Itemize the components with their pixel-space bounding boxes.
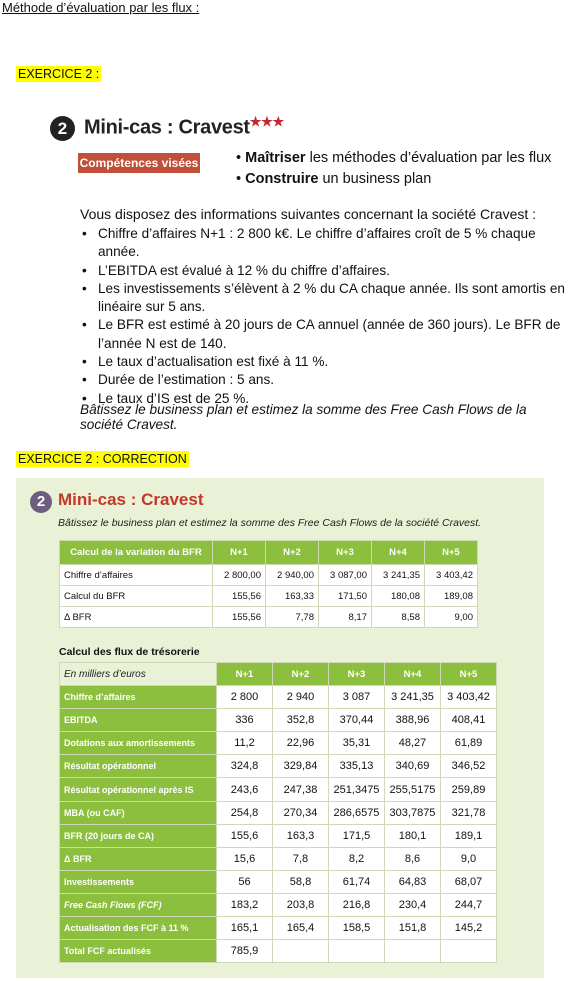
exercise-intro: Vous disposez des informations suivantes concernant la société Cravest : <box>80 206 537 222</box>
table-cell: 352,8 <box>273 709 329 732</box>
table-cell: 56 <box>217 870 273 893</box>
table-cell: 8,58 <box>372 607 425 628</box>
table-cell: 2 800,00 <box>213 565 266 586</box>
table-row <box>60 778 497 801</box>
row-label: Δ BFR <box>60 847 217 870</box>
table-cell: 155,6 <box>217 824 273 847</box>
row-label: Δ BFR <box>60 607 213 628</box>
table-cell: 244,7 <box>441 893 497 916</box>
skill-item: • Construire un business plan <box>236 171 432 187</box>
table-row <box>60 940 497 963</box>
flux-table <box>59 662 497 963</box>
header-cell: N+5 <box>441 663 497 686</box>
table-cell: 3 241,35 <box>372 565 425 586</box>
competences-tag: Compétences visées <box>78 153 200 173</box>
header-cell: N+2 <box>266 541 319 565</box>
table-cell: 3 087,00 <box>319 565 372 586</box>
flux-table-title: Calcul des flux de trésorerie <box>59 646 200 658</box>
table-cell: 11,2 <box>217 732 273 755</box>
table-cell: 158,5 <box>329 917 385 940</box>
table-cell: 35,31 <box>329 732 385 755</box>
row-label: Chiffre d’affaires <box>60 686 217 709</box>
header-cell: N+5 <box>425 541 478 565</box>
correction-title: Mini-cas : Cravest <box>58 490 204 509</box>
row-label: Dotations aux amortissements <box>60 732 217 755</box>
table-cell: 370,44 <box>329 709 385 732</box>
table-cell: 3 241,35 <box>385 686 441 709</box>
table-cell: 251,3475 <box>329 778 385 801</box>
row-label: Chiffre d’affaires <box>60 565 213 586</box>
table-cell: 335,13 <box>329 755 385 778</box>
header-cell: N+4 <box>372 541 425 565</box>
correction-label: EXERCICE 2 : CORRECTION <box>18 452 187 466</box>
row-label: Résultat opérationnel <box>60 755 217 778</box>
table-cell: 388,96 <box>385 709 441 732</box>
table-cell: 163,33 <box>266 586 319 607</box>
table-cell: 189,08 <box>425 586 478 607</box>
table-cell: 3 087 <box>329 686 385 709</box>
table-cell: 151,8 <box>385 917 441 940</box>
table-cell: 247,38 <box>273 778 329 801</box>
table-cell: 61,89 <box>441 732 497 755</box>
table-cell: 15,6 <box>217 847 273 870</box>
table-cell: 64,83 <box>385 870 441 893</box>
table-cell: 336 <box>217 709 273 732</box>
table-cell: 243,6 <box>217 778 273 801</box>
table-cell: 165,1 <box>217 917 273 940</box>
bullet-item: • Le taux d’actualisation est fixé à 11 %. <box>80 353 580 371</box>
row-label: Free Cash Flows (FCF) <box>60 893 217 916</box>
exercise-title <box>84 114 284 140</box>
table-cell: 346,52 <box>441 755 497 778</box>
table-cell: 180,08 <box>372 586 425 607</box>
row-label: BFR (20 jours de CA) <box>60 824 217 847</box>
exercise-task: Bâtissez le business plan et estimez la somme des Free Cash Flows de la société Cravest. <box>80 402 527 432</box>
table-cell: 2 940,00 <box>266 565 319 586</box>
skill-item: • Maîtriser les méthodes d’évaluation par les flux <box>236 150 552 166</box>
bullet-item: • Le taux d’IS est de 25 %. <box>80 390 580 408</box>
table-cell: 216,8 <box>329 893 385 916</box>
flux-table-header <box>60 663 497 686</box>
table-cell: 145,2 <box>441 917 497 940</box>
table-row <box>60 870 497 893</box>
row-label: EBITDA <box>60 709 217 732</box>
row-label: Calcul du BFR <box>60 586 213 607</box>
table-cell: 259,89 <box>441 778 497 801</box>
bullet-item: • Le BFR est estimé à 20 jours de CA annuel (année de 360 jours). Le BFR de l’année N est de 140. <box>80 316 580 353</box>
header-cell: Calcul de la variation du BFR <box>60 541 213 565</box>
table-cell: 61,74 <box>329 870 385 893</box>
header-cell: N+2 <box>273 663 329 686</box>
table-row <box>60 847 497 870</box>
table-cell: 324,8 <box>217 755 273 778</box>
table-row <box>60 607 478 628</box>
table-cell: 230,4 <box>385 893 441 916</box>
exercise-title-text: Mini-cas : Cravest <box>84 116 250 139</box>
table-row <box>60 917 497 940</box>
table-cell: 22,96 <box>273 732 329 755</box>
table-cell: 203,8 <box>273 893 329 916</box>
exercise-bullets <box>80 225 580 408</box>
table-row <box>60 586 478 607</box>
table-cell: 163,3 <box>273 824 329 847</box>
table-cell: 9,0 <box>441 847 497 870</box>
table-cell: 58,8 <box>273 870 329 893</box>
table-cell <box>329 940 385 963</box>
table-row <box>60 801 497 824</box>
table-row <box>60 732 497 755</box>
table-cell: 2 940 <box>273 686 329 709</box>
table-cell: 270,34 <box>273 801 329 824</box>
table-cell <box>273 940 329 963</box>
header-cell: N+3 <box>319 541 372 565</box>
table-cell: 8,17 <box>319 607 372 628</box>
bfr-table-header <box>60 541 478 565</box>
row-label: MBA (ou CAF) <box>60 801 217 824</box>
table-cell: 255,5175 <box>385 778 441 801</box>
table-row <box>60 686 497 709</box>
table-cell: 408,41 <box>441 709 497 732</box>
table-cell: 254,8 <box>217 801 273 824</box>
table-cell: 286,6575 <box>329 801 385 824</box>
page-title: Méthode d’évaluation par les flux : <box>2 0 200 15</box>
header-cell: N+1 <box>217 663 273 686</box>
bullet-item: • Les investissements s’élèvent à 2 % du CA chaque année. Ils sont amortis en linéaire sur 5 ans. <box>80 280 580 317</box>
table-cell: 9,00 <box>425 607 478 628</box>
table-cell: 321,78 <box>441 801 497 824</box>
skills-list <box>236 148 551 190</box>
table-cell: 329,84 <box>273 755 329 778</box>
table-cell: 171,50 <box>319 586 372 607</box>
table-cell: 303,7875 <box>385 801 441 824</box>
table-cell: 183,2 <box>217 893 273 916</box>
row-label: Investissements <box>60 870 217 893</box>
table-row <box>60 709 497 732</box>
table-cell: 3 403,42 <box>425 565 478 586</box>
table-cell: 68,07 <box>441 870 497 893</box>
bullet-item: • Durée de l’estimation : 5 ans. <box>80 371 580 389</box>
correction-number-badge: 2 <box>30 491 52 513</box>
exercise-label: EXERCICE 2 : <box>18 67 100 81</box>
table-row <box>60 565 478 586</box>
table-cell: 3 403,42 <box>441 686 497 709</box>
difficulty-stars: ★★★ <box>249 114 284 129</box>
row-label: Actualisation des FCF à 11 % <box>60 917 217 940</box>
exercise-number-badge: 2 <box>50 116 75 141</box>
table-cell: 180,1 <box>385 824 441 847</box>
header-cell: N+1 <box>213 541 266 565</box>
table-cell: 48,27 <box>385 732 441 755</box>
table-row <box>60 824 497 847</box>
correction-subtitle: Bâtissez le business plan et estimez la somme des Free Cash Flows de la société Cravest. <box>58 517 482 529</box>
table-cell: 7,78 <box>266 607 319 628</box>
header-cell: En milliers d’euros <box>60 663 217 686</box>
table-cell: 785,9 <box>217 940 273 963</box>
table-cell: 8,2 <box>329 847 385 870</box>
table-cell <box>385 940 441 963</box>
table-cell: 155,56 <box>213 607 266 628</box>
correction-panel <box>16 478 544 978</box>
header-cell: N+3 <box>329 663 385 686</box>
header-cell: N+4 <box>385 663 441 686</box>
table-cell: 8,6 <box>385 847 441 870</box>
table-cell: 7,8 <box>273 847 329 870</box>
bullet-item: • L’EBITDA est évalué à 12 % du chiffre d’affaires. <box>80 262 580 280</box>
row-label: Résultat opérationnel après IS <box>60 778 217 801</box>
table-row <box>60 755 497 778</box>
table-cell: 340,69 <box>385 755 441 778</box>
table-cell: 189,1 <box>441 824 497 847</box>
table-cell: 2 800 <box>217 686 273 709</box>
bfr-table <box>59 540 478 628</box>
table-cell: 165,4 <box>273 917 329 940</box>
table-cell <box>441 940 497 963</box>
row-label: Total FCF actualisés <box>60 940 217 963</box>
table-cell: 155,56 <box>213 586 266 607</box>
table-cell: 171,5 <box>329 824 385 847</box>
bullet-item: • Chiffre d’affaires N+1 : 2 800 k€. Le chiffre d’affaires croît de 5 % chaque année. <box>80 225 580 262</box>
table-row <box>60 893 497 916</box>
